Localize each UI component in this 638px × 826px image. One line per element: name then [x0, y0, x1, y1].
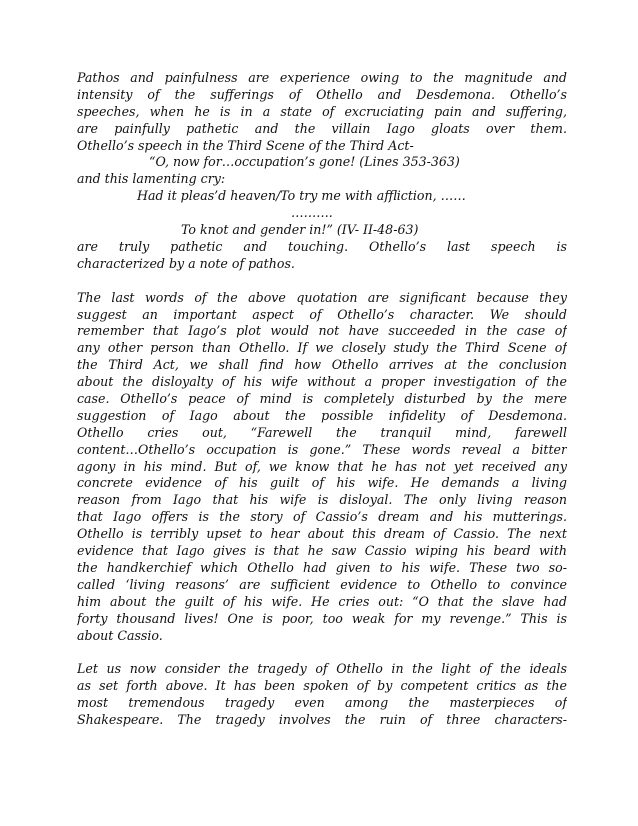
text-line: characterized by a note of pathos.: [77, 255, 295, 271]
text-line: reason from Iago that his wife is disloyal. The only living reason: [77, 492, 567, 508]
text-line: Othello’s speech in the Third Scene of the Third Act-: [77, 137, 414, 153]
paragraph-last-words: [77, 290, 567, 645]
text-line: forty thousand lives! One is poor, too weak for my revenge.” This is: [77, 610, 567, 626]
text-line: remember that Iago’s plot would not have succeeded in the case of: [77, 323, 567, 339]
paragraph-gap: [77, 273, 567, 290]
text-line: agony in his mind. But of, we know that he has not yet received any: [77, 458, 567, 474]
text-line: Othello cries out, “Farewell the tranquil mind, farewell: [77, 424, 567, 440]
text-line: and this lamenting cry:: [77, 171, 226, 187]
text-line: suggestion of Iago about the possible infidelity of Desdemona.: [77, 407, 567, 423]
text-line: any other person than Othello. If we closely study the Third Scene of: [77, 340, 567, 356]
text-line: intensity of the sufferings of Othello and Desdemona. Othello’s: [77, 86, 567, 102]
text-line: Let us now consider the tragedy of Othello in the light of the ideals: [77, 661, 567, 677]
text-line: about the disloyalty of his wife without a proper investigation of the: [77, 374, 567, 390]
text-line: are painfully pathetic and the villain Iago gloats over them.: [77, 120, 567, 136]
text-line: are truly pathetic and touching. Othello’s last speech is: [77, 238, 567, 254]
text-line: The last words of the above quotation are significant because they: [77, 289, 567, 305]
text-line: the handkerchief which Othello had given to his wife. These two so-: [77, 559, 567, 575]
text-line: Shakespeare. The tragedy involves the ruin of three characters-: [77, 712, 567, 728]
paragraph-pathos: [77, 70, 567, 273]
quotation-line: “O, now for…occupation’s gone! (Lines 353-363): [149, 154, 460, 170]
text-line: Pathos and painfulness are experience owing to the magnitude and: [77, 70, 567, 85]
quotation-ellipsis: ……….: [291, 205, 333, 221]
text-line: case. Othello’s peace of mind is completely disturbed by the mere: [77, 391, 567, 407]
text-line: content…Othello’s occupation is gone.” These words reveal a bitter: [77, 441, 567, 457]
text-line: about Cassio.: [77, 627, 163, 643]
text-line: concrete evidence of his guilt of his wife. He demands a living: [77, 475, 567, 491]
quotation-line: To knot and gender in!” (IV- II-48-63): [181, 222, 419, 238]
paragraph-tragedy: [77, 661, 567, 729]
text-line: the Third Act, we shall find how Othello arrives at the conclusion: [77, 357, 567, 373]
text-line: Othello is terribly upset to hear about this dream of Cassio. The next: [77, 526, 567, 542]
text-line: as set forth above. It has been spoken of by competent critics as the: [77, 678, 567, 694]
text-line: speeches, when he is in a state of excruciating pain and suffering,: [77, 103, 567, 119]
text-line: him about the guilt of his wife. He cries out: “O that the slave had: [77, 593, 567, 609]
quotation-line: Had it pleas’d heaven/To try me with affliction, ……: [137, 188, 466, 204]
text-line: evidence that Iago gives is that he saw Cassio wiping his beard with: [77, 543, 567, 559]
text-line: most tremendous tragedy even among the masterpieces of: [77, 695, 567, 711]
text-line: that Iago offers is the story of Cassio’s dream and his mutterings.: [77, 509, 567, 525]
paragraph-gap: [77, 644, 567, 661]
text-line: suggest an important aspect of Othello’s character. We should: [77, 306, 567, 322]
text-line: called ‘living reasons’ are sufficient evidence to Othello to convince: [77, 576, 567, 592]
